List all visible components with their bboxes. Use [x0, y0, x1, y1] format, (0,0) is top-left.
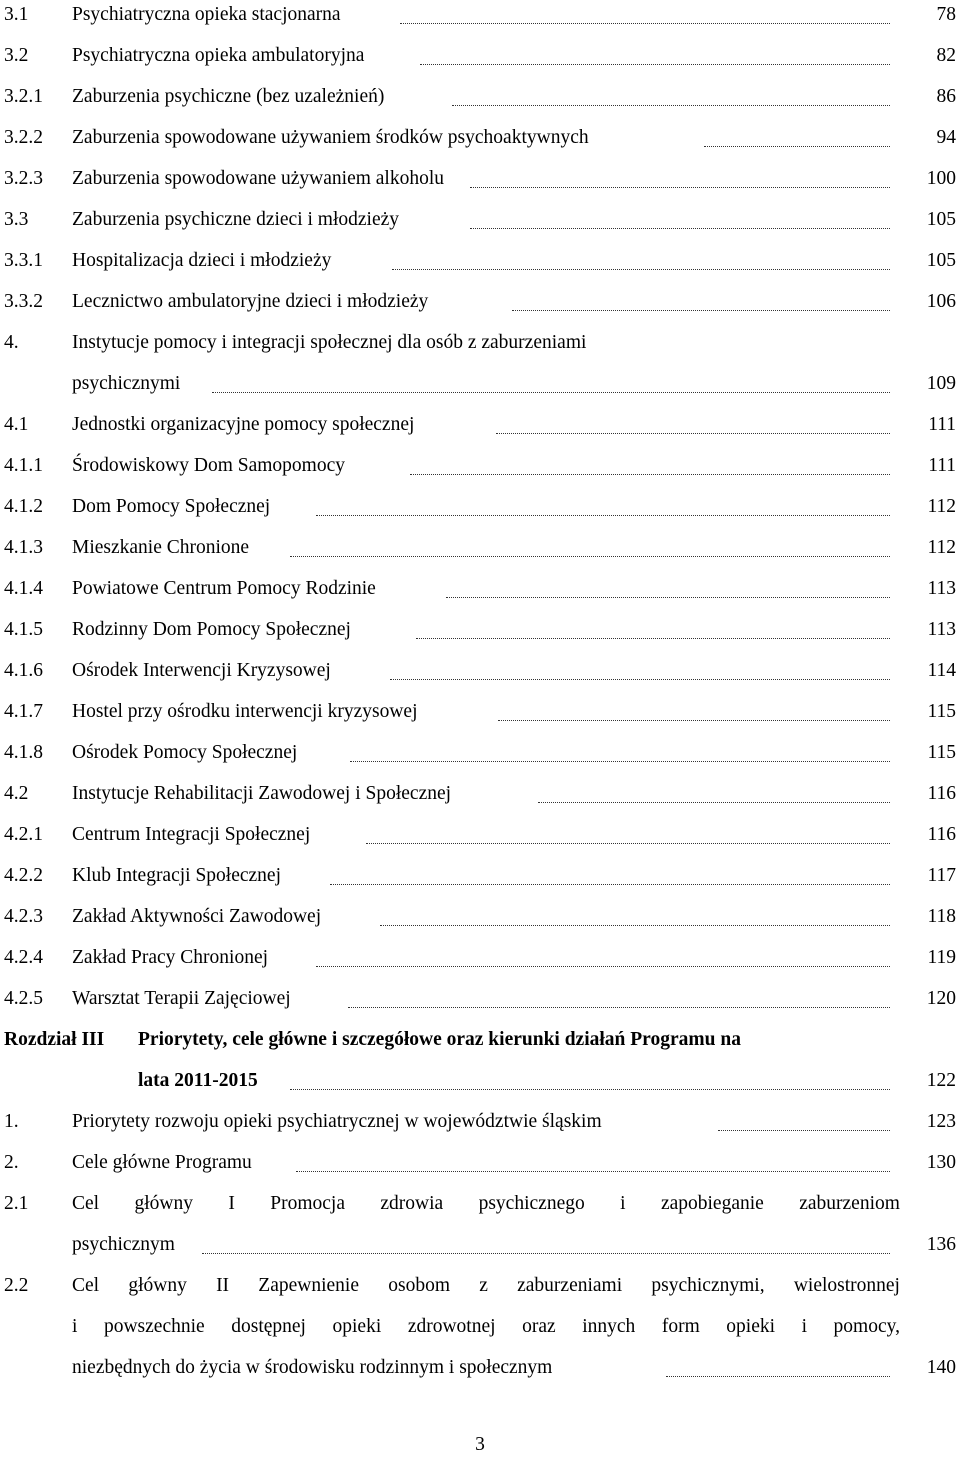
word: osobom [388, 1275, 450, 1296]
toc-entry-page: 122 [926, 1070, 956, 1091]
toc-entry-page: 120 [926, 988, 956, 1009]
toc-entry-title: Mieszkanie Chronione [72, 537, 250, 558]
word: pomocy, [833, 1316, 900, 1337]
page-number: 3 [475, 1434, 485, 1455]
toc-entry-title: Środowiskowy Dom Samopomocy [72, 455, 345, 476]
toc-entry[interactable] [0, 814, 960, 855]
toc-entry-number: 3.3.1 [4, 250, 43, 271]
word: główny [134, 1193, 193, 1214]
word: Cel [72, 1275, 100, 1296]
dot-leader [704, 146, 890, 147]
toc-entry[interactable] [0, 158, 960, 199]
word: I [228, 1193, 235, 1214]
toc-entry-title-justified [72, 1306, 900, 1347]
toc-entry-title: Zaburzenia spowodowane używaniem alkoholu [72, 168, 445, 189]
toc-entry[interactable] [0, 937, 960, 978]
toc-entry-title: Klub Integracji Społecznej [72, 865, 282, 886]
dot-leader [316, 515, 890, 516]
toc-entry-page: 113 [927, 578, 956, 599]
toc-entry[interactable] [0, 773, 960, 814]
toc-entry-number: 2. [4, 1152, 19, 1173]
toc-entry-number: 4. [4, 332, 19, 353]
toc-entry[interactable] [0, 404, 960, 445]
toc-entry-number: 4.2.1 [4, 824, 43, 845]
dot-leader [512, 310, 890, 311]
dot-leader [446, 597, 890, 598]
dot-leader [496, 433, 890, 434]
dot-leader [202, 1253, 890, 1254]
toc-entry-title: Jednostki organizacyjne pomocy społecznej [72, 414, 415, 435]
toc-entry-page: 140 [926, 1357, 956, 1378]
dot-leader [350, 761, 890, 762]
toc-entry-number: 4.2.3 [4, 906, 43, 927]
word: zdrowotnej [407, 1316, 496, 1337]
toc-entry-page: 136 [926, 1234, 956, 1255]
toc-entry-title: Centrum Integracji Społecznej [72, 824, 311, 845]
toc-entry-title: Hostel przy ośrodku interwencji kryzysowej [72, 701, 418, 722]
dot-leader [348, 1007, 890, 1008]
toc-entry-continuation[interactable] [0, 1306, 960, 1347]
dot-leader [316, 966, 890, 967]
toc-entry-title: Instytucje pomocy i integracji społecznej dla osób z zaburzeniami [72, 332, 587, 353]
toc-entry-title: Warsztat Terapii Zajęciowej [72, 988, 291, 1009]
toc-entry-number: 3.2.2 [4, 127, 43, 148]
word: główny [128, 1275, 187, 1296]
toc-entry-page: 82 [936, 45, 956, 66]
toc-entry-number: 4.1.8 [4, 742, 43, 763]
toc-entry-continuation[interactable] [0, 1224, 960, 1265]
toc-entry-title: Zakład Pracy Chronionej [72, 947, 269, 968]
toc-entry-number: 3.3.2 [4, 291, 43, 312]
dot-leader [380, 925, 890, 926]
word: z [479, 1275, 488, 1296]
toc-entry-title: Cele główne Programu [72, 1152, 252, 1173]
word: form [661, 1316, 700, 1337]
word: powszechnie [103, 1316, 205, 1337]
dot-leader [392, 269, 890, 270]
toc-entry-title: Psychiatryczna opieka ambulatoryjna [72, 45, 365, 66]
toc-entry[interactable] [0, 281, 960, 322]
dot-leader [718, 1130, 890, 1131]
toc-entry-number: 3.3 [4, 209, 29, 230]
dot-leader [400, 23, 890, 24]
toc-entry[interactable] [0, 199, 960, 240]
toc-entry-title: Zaburzenia psychiczne dzieci i młodzieży [72, 209, 400, 230]
toc-entry[interactable] [0, 1101, 960, 1142]
dot-leader [290, 556, 890, 557]
toc-entry-number: 4.1.2 [4, 496, 43, 517]
toc-entry-page: 105 [926, 250, 956, 271]
toc-entry-page: 86 [936, 86, 956, 107]
word: zaburzeniom [799, 1193, 900, 1214]
word: innych [582, 1316, 636, 1337]
word: psychicznymi, [651, 1275, 765, 1296]
toc-entry-number: 4.1.4 [4, 578, 43, 599]
toc-entry-page: 113 [927, 619, 956, 640]
toc-entry-number: 3.1 [4, 4, 29, 25]
dot-leader [330, 884, 890, 885]
toc-entry-title: Hospitalizacja dzieci i młodzieży [72, 250, 332, 271]
toc-entry[interactable] [0, 527, 960, 568]
toc-entry-continuation[interactable] [0, 1347, 960, 1388]
toc-entry[interactable] [0, 117, 960, 158]
toc-chapter-continuation[interactable] [0, 1060, 960, 1101]
dot-leader [296, 1171, 890, 1172]
toc-entry[interactable] [0, 896, 960, 937]
word: Cel [72, 1193, 100, 1214]
word: wielostronnej [793, 1275, 900, 1296]
word: zaburzeniami [517, 1275, 623, 1296]
toc-entry-continuation[interactable] [0, 363, 960, 404]
toc-entry-number: 1. [4, 1111, 19, 1132]
dot-leader [498, 720, 890, 721]
toc-entry-number: 2.1 [4, 1193, 29, 1214]
toc-entry-title-justified [72, 1265, 900, 1306]
dot-leader [538, 802, 890, 803]
toc-entry-page: 112 [927, 496, 956, 517]
toc-entry-title: niezbędnych do życia w środowisku rodzinnym i społecznym [72, 1357, 553, 1378]
word: psychicznego [478, 1193, 585, 1214]
dot-leader [416, 638, 890, 639]
word: oraz [522, 1316, 556, 1337]
toc-entry-number: 4.1.7 [4, 701, 43, 722]
toc-entry[interactable] [0, 0, 960, 35]
word: i [620, 1193, 626, 1214]
toc-entry-title: Dom Pomocy Społecznej [72, 496, 271, 517]
toc-entry-title: Rodzinny Dom Pomocy Społecznej [72, 619, 351, 640]
toc-entry-page: 114 [927, 660, 956, 681]
toc-entry-number: 4.1.1 [4, 455, 43, 476]
toc-entry[interactable] [0, 609, 960, 650]
toc-entry-title: psychicznym [72, 1234, 175, 1255]
toc-entry-title: Psychiatryczna opieka stacjonarna [72, 4, 341, 25]
toc-entry-page: 115 [927, 742, 956, 763]
toc-entry-title: Ośrodek Interwencji Kryzysowej [72, 660, 331, 681]
toc-entry-number: 4.1.3 [4, 537, 43, 558]
toc-entry-page: 119 [927, 947, 956, 968]
dot-leader [452, 105, 890, 106]
toc-entry-number: 4.2 [4, 783, 29, 804]
toc-entry-number: 3.2.3 [4, 168, 43, 189]
toc-entry-page: 106 [926, 291, 956, 312]
toc-entry[interactable] [0, 322, 960, 363]
toc-entry-page: 116 [927, 783, 956, 804]
toc-entry-title-justified [72, 1183, 900, 1224]
toc-entry[interactable] [0, 76, 960, 117]
dot-leader [420, 64, 890, 65]
word: II [216, 1275, 230, 1296]
chapter-title: Priorytety, cele główne i szczegółowe oraz kierunki działań Programu na [138, 1029, 741, 1050]
word: Promocja [270, 1193, 345, 1214]
toc-entry-page: 130 [926, 1152, 956, 1173]
toc-entry-page: 111 [928, 455, 956, 476]
toc-entry-page: 111 [928, 414, 956, 435]
dot-leader [366, 843, 890, 844]
toc-entry-title: psychicznymi [72, 373, 181, 394]
toc-entry-number: 2.2 [4, 1275, 29, 1296]
toc-entry-page: 105 [926, 209, 956, 230]
toc-entry-page: 112 [927, 537, 956, 558]
toc-entry-page: 118 [927, 906, 956, 927]
toc-entry-page: 100 [926, 168, 956, 189]
toc-entry[interactable] [0, 978, 960, 1019]
toc-entry-title: Powiatowe Centrum Pomocy Rodzinie [72, 578, 376, 599]
word: dostępnej [231, 1316, 306, 1337]
toc-entry[interactable] [0, 445, 960, 486]
toc-entry-page: 123 [926, 1111, 956, 1132]
toc-entry-page: 117 [927, 865, 956, 886]
word: Zapewnienie [258, 1275, 359, 1296]
toc-entry-number: 3.2.1 [4, 86, 43, 107]
toc-entry[interactable] [0, 650, 960, 691]
dot-leader [410, 474, 890, 475]
toc-entry-title: Ośrodek Pomocy Społecznej [72, 742, 298, 763]
toc-entry-number: 4.1.6 [4, 660, 43, 681]
word: zdrowia [380, 1193, 444, 1214]
toc-entry-number: 4.1 [4, 414, 29, 435]
toc-entry-number: 4.1.5 [4, 619, 43, 640]
chapter-label: Rozdział III [4, 1029, 105, 1050]
toc-entry[interactable] [0, 1183, 960, 1224]
toc-entry[interactable] [0, 240, 960, 281]
toc-entry[interactable] [0, 691, 960, 732]
dot-leader [666, 1376, 890, 1377]
toc-entry-page: 109 [926, 373, 956, 394]
toc-entry-page: 94 [936, 127, 956, 148]
word: opieki [332, 1316, 382, 1337]
toc-entry-title: Zakład Aktywności Zawodowej [72, 906, 322, 927]
dot-leader [470, 228, 890, 229]
toc-entry-title: Lecznictwo ambulatoryjne dzieci i młodzieży [72, 291, 429, 312]
toc-entry-title: Zaburzenia psychiczne (bez uzależnień) [72, 86, 385, 107]
word: zapobieganie [660, 1193, 764, 1214]
toc-chapter-heading[interactable] [0, 1019, 960, 1060]
toc-entry-title: Instytucje Rehabilitacji Zawodowej i Społecznej [72, 783, 452, 804]
toc-entry[interactable] [0, 732, 960, 773]
toc-entry-title: Zaburzenia spowodowane używaniem środków psychoaktywnych [72, 127, 589, 148]
toc-entry[interactable] [0, 486, 960, 527]
toc-entry[interactable] [0, 1265, 960, 1306]
dot-leader [390, 679, 890, 680]
toc-entry-page: 78 [936, 4, 956, 25]
word: i [801, 1316, 807, 1337]
dot-leader [470, 187, 890, 188]
toc-entry-page: 116 [927, 824, 956, 845]
dot-leader [212, 392, 890, 393]
toc-entry-number: 4.2.2 [4, 865, 43, 886]
toc-entry[interactable] [0, 568, 960, 609]
word: i [72, 1316, 78, 1337]
toc-entry-page: 115 [927, 701, 956, 722]
toc-entry[interactable] [0, 1142, 960, 1183]
toc-entry-number: 4.2.4 [4, 947, 43, 968]
toc-entry-number: 4.2.5 [4, 988, 43, 1009]
chapter-title: lata 2011-2015 [138, 1070, 258, 1091]
toc-entry[interactable] [0, 35, 960, 76]
word: opieki [726, 1316, 776, 1337]
toc-entry[interactable] [0, 855, 960, 896]
toc-entry-title: Priorytety rozwoju opieki psychiatrycznej w województwie śląskim [72, 1111, 602, 1132]
dot-leader [290, 1089, 890, 1090]
toc-entry-number: 3.2 [4, 45, 29, 66]
